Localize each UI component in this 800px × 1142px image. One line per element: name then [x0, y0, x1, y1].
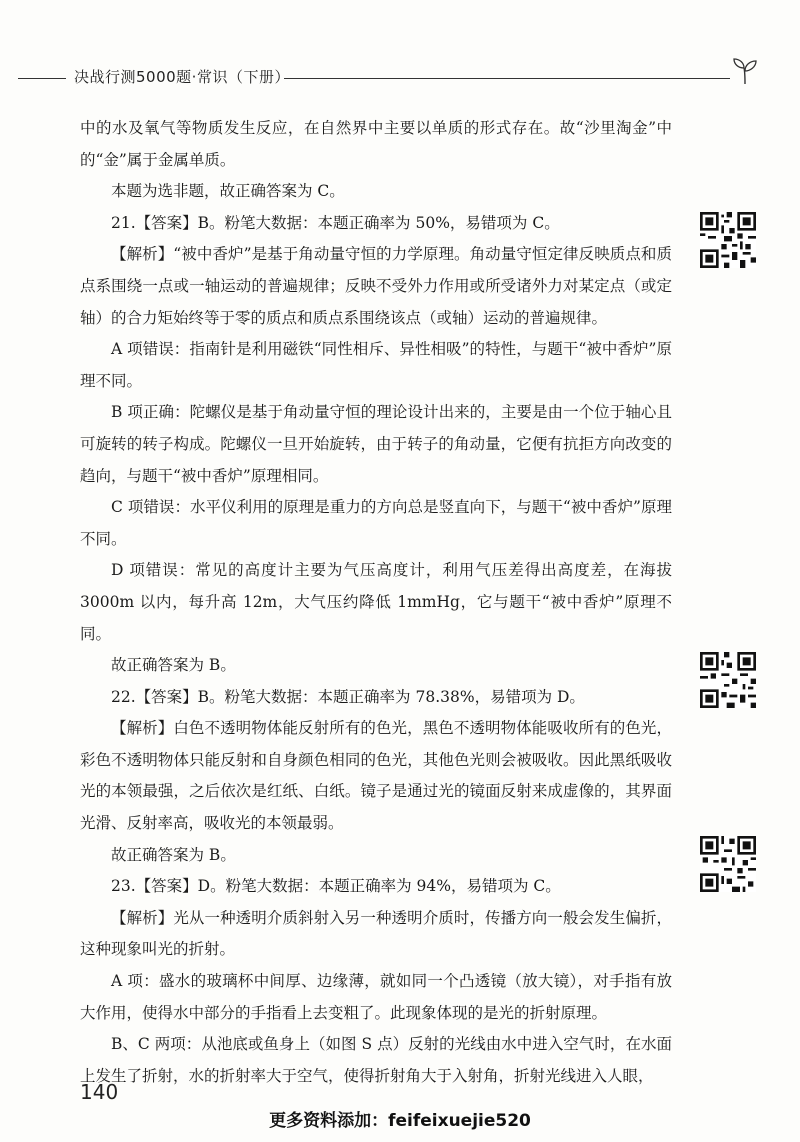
option-d-21: D 项错误：常见的高度计主要为气压高度计，利用气压差得出高度差，在海拔 3000m 以内，每升高 12m，大气压约降低 1mmHg，它与题干“被中香炉”原理不同。 — [80, 561, 672, 643]
running-header — [0, 62, 800, 92]
answer-heading-21: 21.【答案】B。粉笔大数据：本题正确率为 50%，易错项为 C。 — [111, 213, 560, 232]
conclusion-21: 故正确答案为 B。 — [111, 656, 236, 675]
option-a-21: A 项错误：指南针是利用磁铁“同性相斥、异性相吸”的特性，与题干“被中香炉”原理不同。 — [80, 340, 672, 390]
explanation-21: 【解析】“被中香炉”是基于角动量守恒的力学原理。角动量守恒定律反映质点和质点系围绕一点或一轴运动的普遍规律；反映不受外力作用或所受诸外力对某定点（或定轴）的合力矩始终等于零的质点和质点系围绕该点（或轴）运动的普遍规律。 — [80, 245, 672, 327]
option-c-21: C 项错误：水平仪利用的原理是重力的方向总是竖直向下，与题干“被中香炉”原理不同。 — [80, 498, 672, 548]
sprout-icon — [728, 54, 762, 88]
paragraph: 本题为选非题，故正确答案为 C。 — [111, 182, 345, 201]
option-bc-23: B、C 两项：从池底或鱼身上（如图 S 点）反射的光线由水中进入空气时，在水面上发生了折射，水的折射率大于空气，使得折射角大于入射角，折射光线进入人眼， — [80, 1035, 672, 1085]
explanation-22: 【解析】白色不透明物体能反射所有的色光，黑色不透明物体能吸收所有的色光，彩色不透明物体只能反射和自身颜色相同的色光，其他色光则会被吸收。因此黑纸吸收光的本领最强，之后依次是红纸、白纸。镜子是通过光的镜面反射来成虚像的，其界面光滑、反射率高，吸收光的本领最弱。 — [80, 719, 672, 833]
answer-heading-22: 22.【答案】B。粉笔大数据：本题正确率为 78.38%，易错项为 D。 — [111, 687, 585, 706]
header-rule-left — [18, 78, 66, 79]
option-a-23: A 项：盛水的玻璃杯中间厚、边缘薄，就如同一个凸透镜（放大镜），对手指有放大作用，使得水中部分的手指看上去变粗了。此现象体现的是光的折射原理。 — [80, 972, 672, 1022]
header-rule-right — [284, 78, 730, 79]
qr-code-21[interactable] — [700, 212, 756, 268]
conclusion-22: 故正确答案为 B。 — [111, 845, 236, 864]
book-title: 决战行测5000题·常识（下册） — [74, 68, 290, 86]
page-content — [80, 113, 672, 1092]
paragraph: 中的水及氧气等物质发生反应，在自然界中主要以单质的形式存在。故“沙里淘金”中的“金”属于金属单质。 — [80, 119, 672, 169]
qr-code-22[interactable] — [700, 652, 756, 708]
footer-note: 更多资料添加：feifeixuejie520 — [269, 1111, 531, 1131]
explanation-23: 【解析】光从一种透明介质斜射入另一种透明介质时，传播方向一般会发生偏折，这种现象叫光的折射。 — [80, 908, 672, 959]
qr-code-23[interactable] — [700, 836, 756, 892]
option-b-21: B 项正确：陀螺仪是基于角动量守恒的理论设计出来的，主要是由一个位于轴心且可旋转的转子构成。陀螺仪一旦开始旋转，由于转子的角动量，它便有抗拒方向改变的趋向，与题干“被中香炉”原理相同。 — [80, 403, 672, 485]
answer-heading-23: 23.【答案】D。粉笔大数据：本题正确率为 94%，易错项为 C。 — [111, 877, 561, 896]
page-number: 140 — [80, 1080, 119, 1104]
